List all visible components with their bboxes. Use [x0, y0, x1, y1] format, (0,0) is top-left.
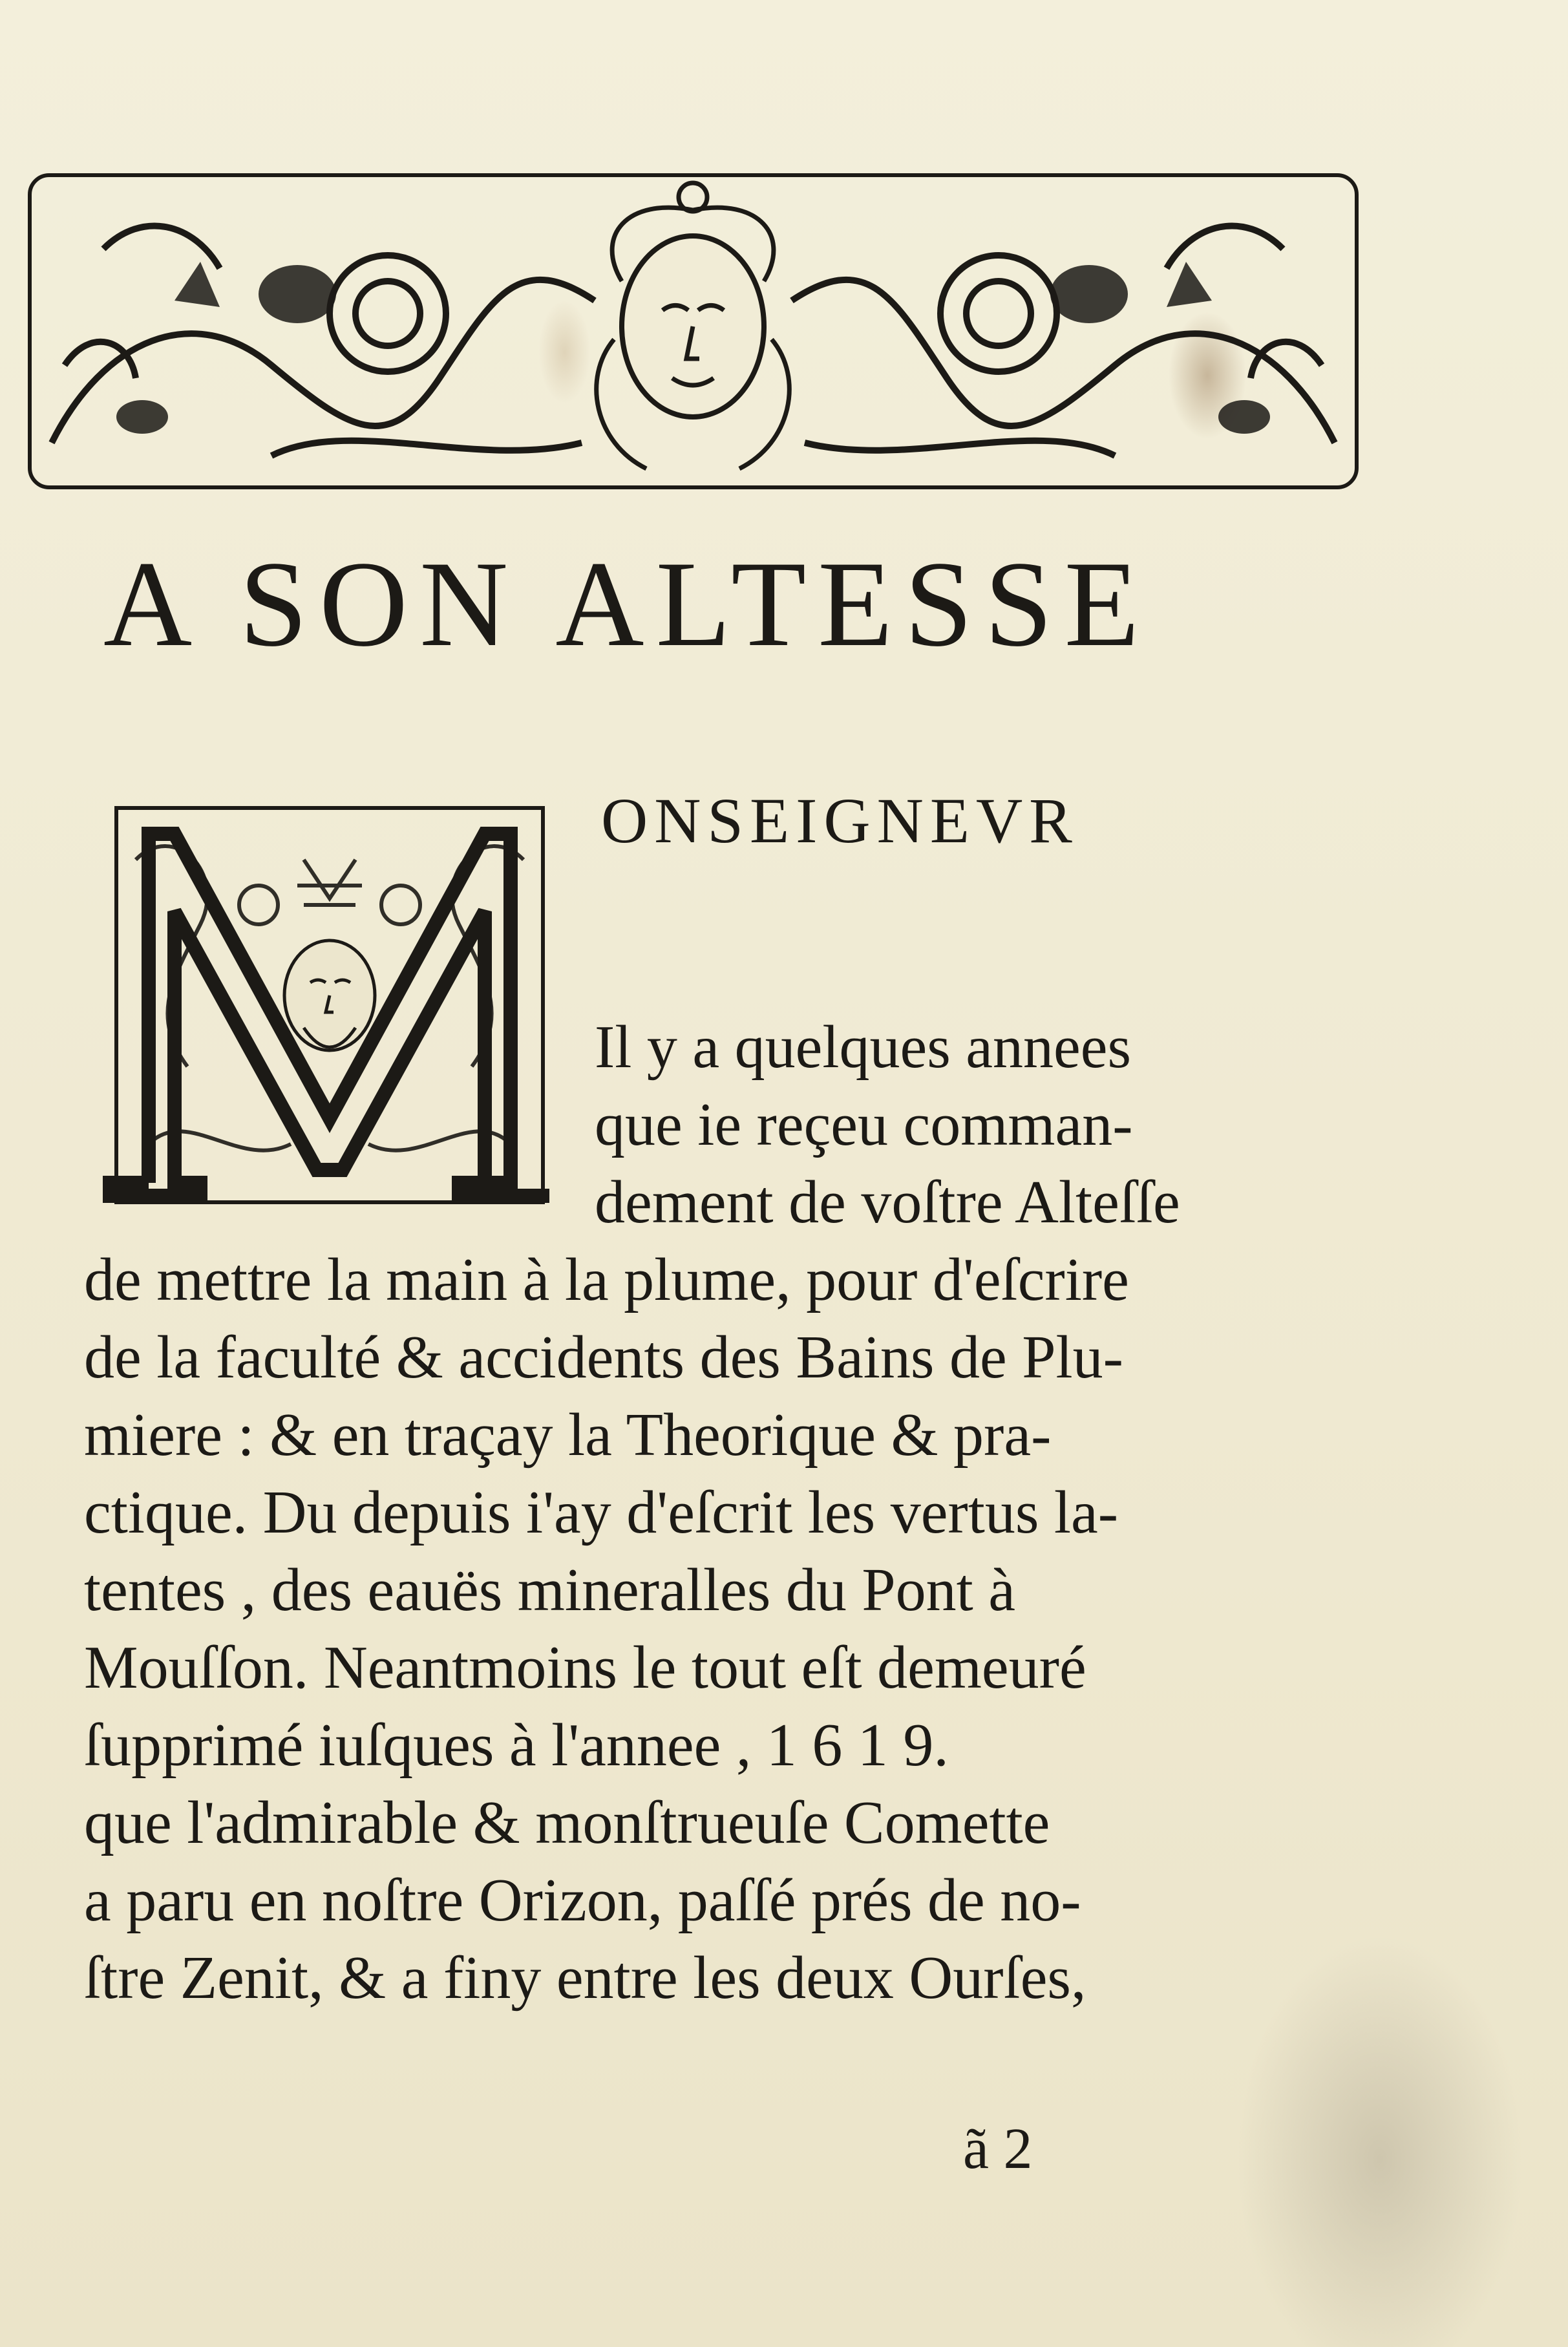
text-line: Mouſſon. Neantmoins le tout eſt demeuré [84, 1634, 1086, 1701]
text-line: que ie reçeu comman- [595, 1091, 1133, 1158]
text-line: tentes , des eauës mineralles du Pont à [84, 1556, 1015, 1624]
text-line: ctique. Du depuis i'ay d'eſcrit les vertus la- [84, 1479, 1119, 1546]
text-line: de mettre la main à la plume, pour d'eſcrire [84, 1246, 1129, 1313]
woodcut-headpiece-ornament [26, 171, 1361, 491]
text-line: que l'admirable & monſtrueuſe Comette [84, 1789, 1050, 1856]
page-title: A SON ALTESSE [103, 536, 1151, 672]
text-line: Il y a quelques annees [595, 1014, 1132, 1081]
text-line: miere : & en traçay la Theorique & pra- [84, 1401, 1052, 1469]
body-paragraph [84, 1008, 1325, 2017]
salutation-heading: ONSEIGNEVR [601, 785, 1079, 856]
text-line: a paru en noſtre Orizon, paſſé prés de no- [84, 1867, 1081, 1934]
signature-mark: ã 2 [963, 2117, 1033, 2181]
text-line: dement de voſtre Alteſſe [595, 1169, 1180, 1236]
text-line: de la faculté & accidents des Bains de Plu- [84, 1324, 1123, 1391]
text-line: ſtre Zenit, & a finy entre les deux Ourſes, [84, 1944, 1086, 2012]
text-line: ſupprimé iuſques à l'annee , 1 6 1 9. [84, 1712, 949, 1779]
